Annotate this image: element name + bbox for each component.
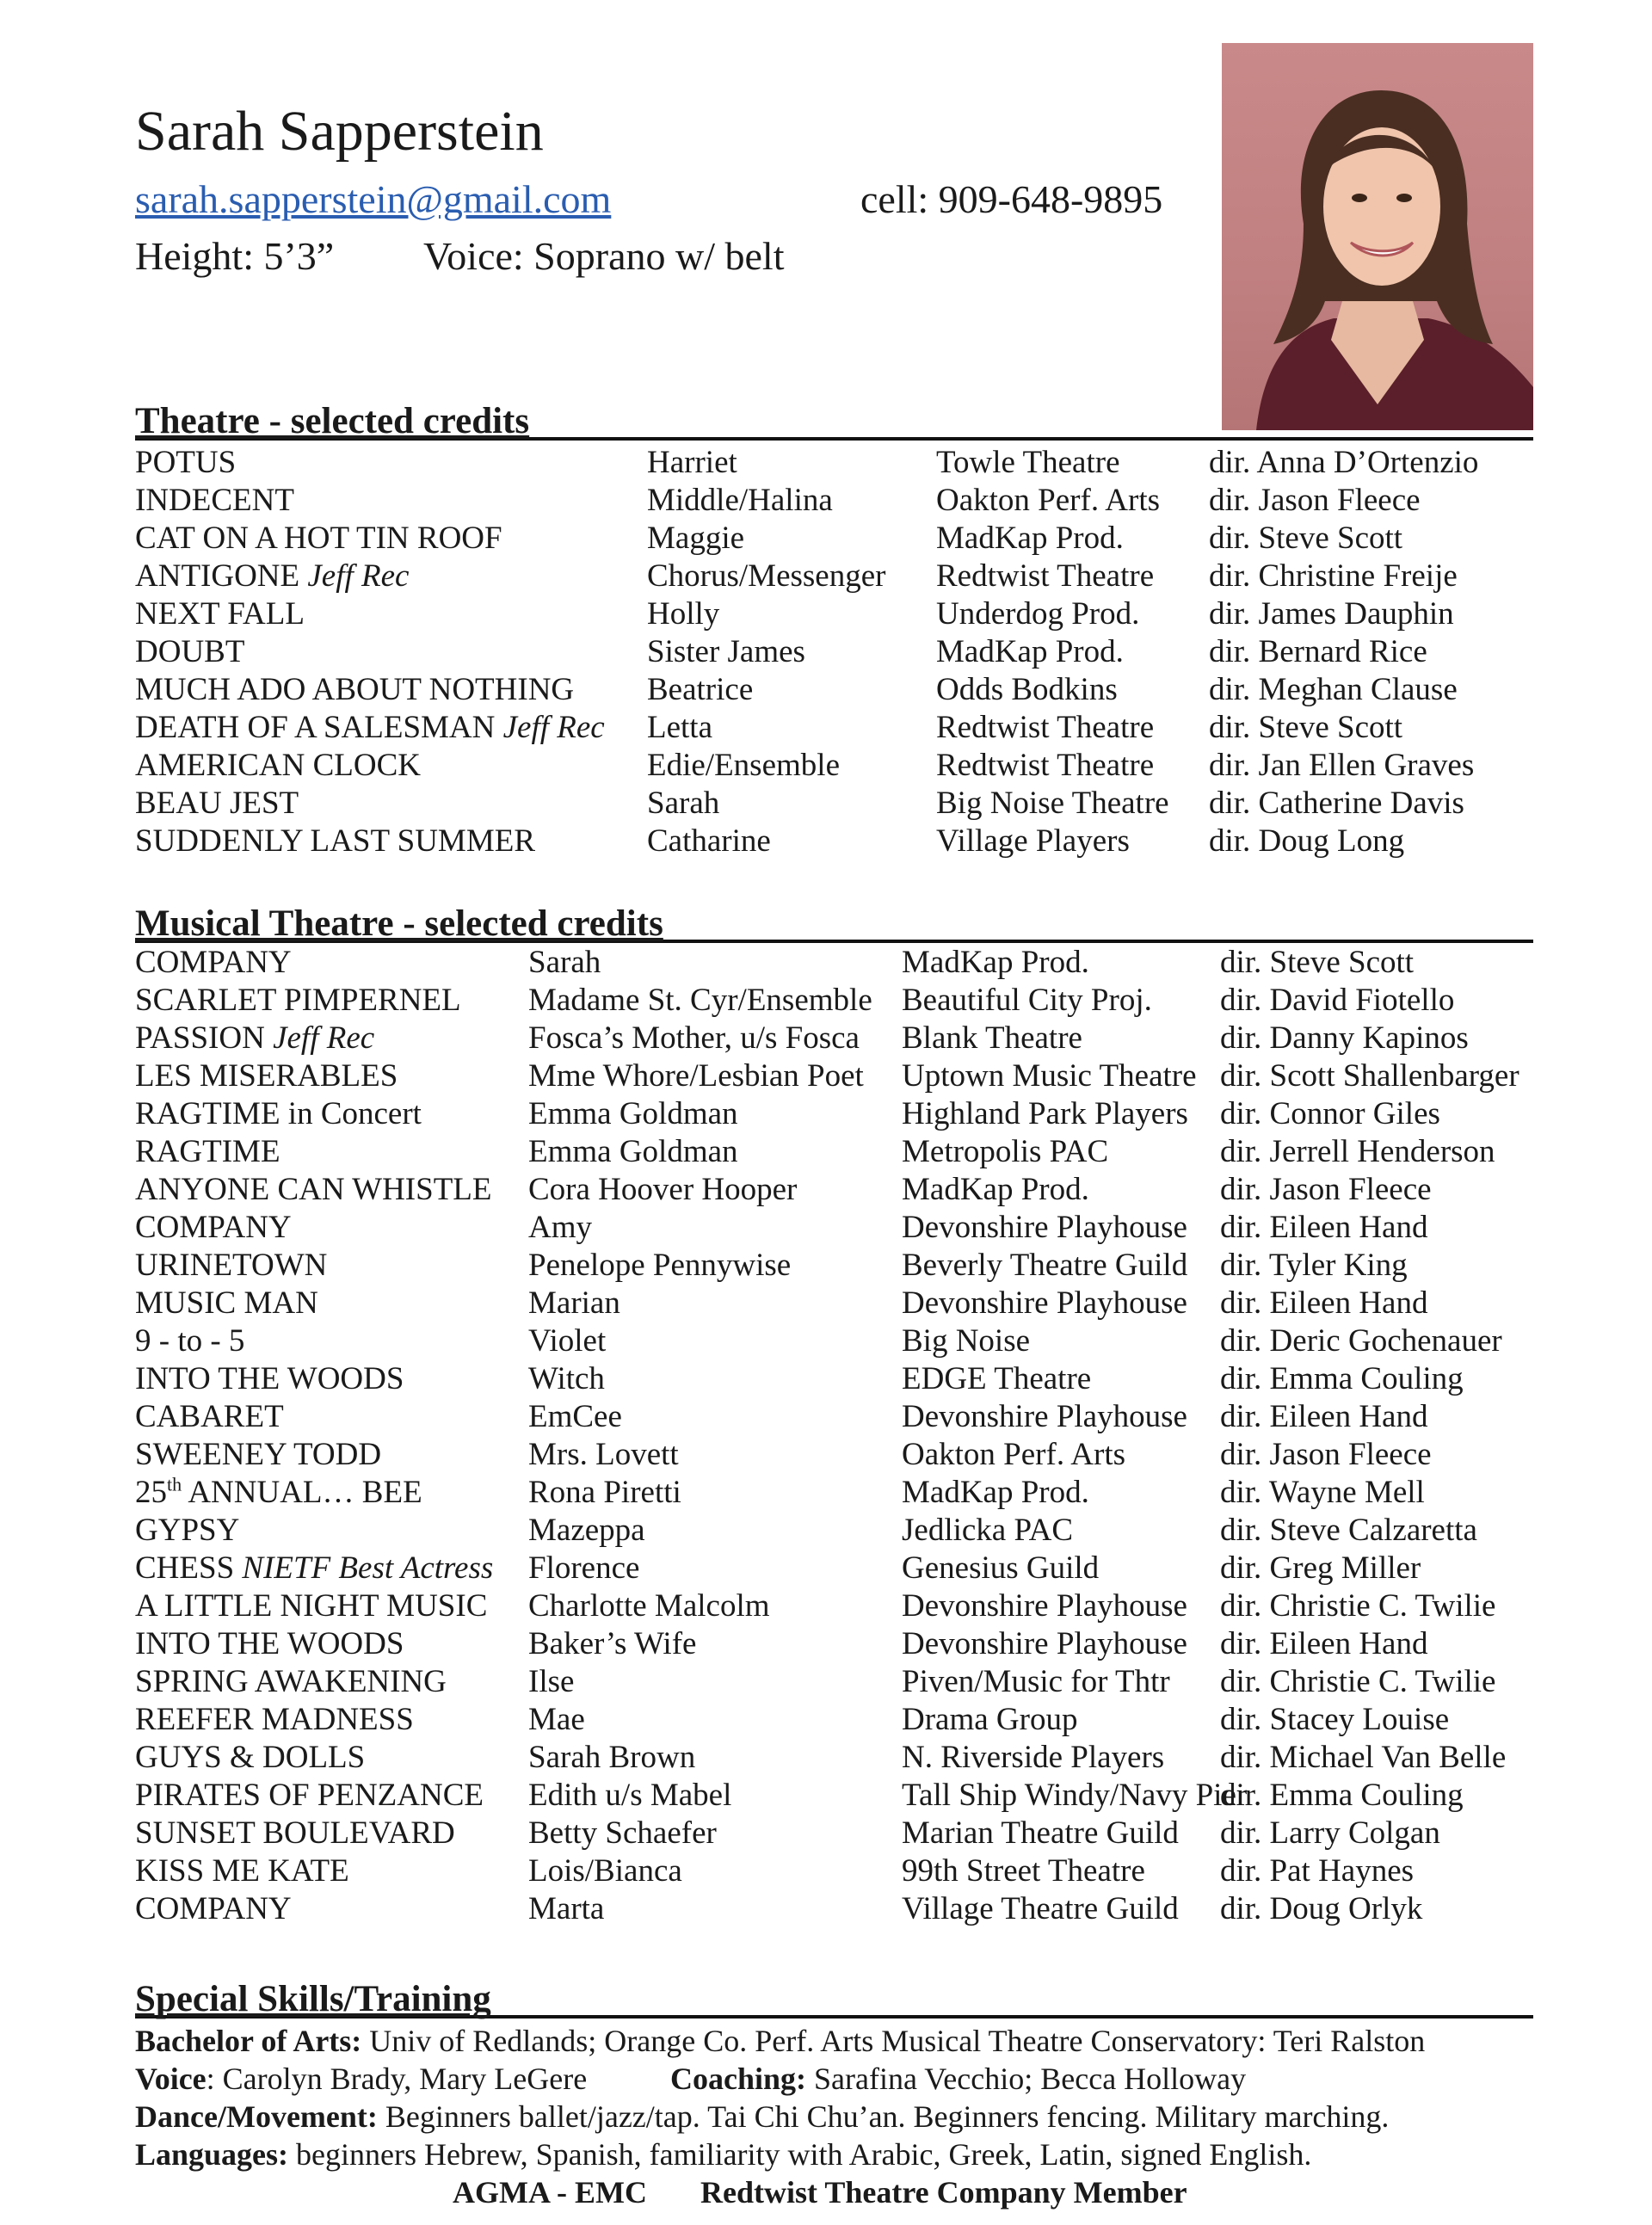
director-name: dir. Steve Scott: [1209, 521, 1403, 556]
show-title: NEXT FALL: [135, 596, 305, 632]
show-title: URINETOWN: [135, 1248, 328, 1283]
credit-row: [0, 1701, 1652, 1739]
venue-name: Village Theatre Guild: [902, 1891, 1179, 1926]
role-name: Middle/Halina: [647, 483, 833, 518]
credit-row: [0, 558, 1652, 595]
venue-name: EDGE Theatre: [902, 1361, 1092, 1396]
venue-name: Village Players: [936, 823, 1130, 859]
show-title: SWEENEY TODD: [135, 1437, 382, 1472]
role-name: Mae: [528, 1702, 585, 1737]
role-name: Edith u/s Mabel: [528, 1778, 732, 1813]
director-name: dir. Deric Gochenauer: [1220, 1323, 1502, 1359]
director-name: dir. Catherine Davis: [1209, 786, 1464, 821]
director-name: dir. Pat Haynes: [1220, 1853, 1415, 1889]
director-name: dir. Christie C. Twilie: [1220, 1664, 1496, 1699]
headshot-photo: [1222, 43, 1533, 430]
role-name: Lois/Bianca: [528, 1853, 682, 1889]
company-membership: Redtwist Theatre Company Member: [700, 2175, 1187, 2210]
credit-row: [0, 785, 1652, 823]
role-name: Mrs. Lovett: [528, 1437, 679, 1472]
credit-row: [0, 1247, 1652, 1285]
director-name: dir. Jason Fleece: [1209, 483, 1421, 518]
role-name: Chorus/Messenger: [647, 558, 886, 594]
venue-name: Genesius Guild: [902, 1550, 1100, 1586]
credit-row: [0, 1209, 1652, 1247]
director-name: dir. Danny Kapinos: [1220, 1020, 1469, 1056]
show-title: GUYS & DOLLS: [135, 1740, 366, 1775]
venue-name: Oakton Perf. Arts: [902, 1437, 1125, 1472]
credit-row: [0, 1587, 1652, 1625]
venue-name: Marian Theatre Guild: [902, 1815, 1179, 1851]
cell-phone: cell: 909-648-9895: [860, 177, 1163, 221]
show-title: COMPANY: [135, 945, 292, 980]
director-name: dir. Steve Calzaretta: [1220, 1513, 1477, 1548]
venue-name: MadKap Prod.: [902, 1172, 1089, 1207]
venue-name: Highland Park Players: [902, 1096, 1188, 1131]
credit-row: [0, 1095, 1652, 1133]
musical-section-heading: [135, 900, 1533, 943]
role-name: Violet: [528, 1323, 607, 1359]
show-title: KISS ME KATE: [135, 1853, 349, 1889]
director-name: dir. Scott Shallenbarger: [1220, 1058, 1519, 1094]
credit-row: [0, 1474, 1652, 1512]
venue-name: Underdog Prod.: [936, 596, 1140, 632]
show-title: INTO THE WOODS: [135, 1626, 404, 1661]
bachelor-line: [135, 2022, 1425, 2060]
credit-row: [0, 1739, 1652, 1777]
show-title: DEATH OF A SALESMAN Jeff Rec: [135, 710, 605, 745]
show-title: AMERICAN CLOCK: [135, 748, 421, 783]
voice-info: Voice: Soprano w/ belt: [423, 234, 785, 278]
director-name: dir. Jan Ellen Graves: [1209, 748, 1475, 783]
email-link[interactable]: sarah.sapperstein@gmail.com: [135, 177, 612, 221]
role-name: Charlotte Malcolm: [528, 1588, 770, 1624]
director-name: dir. Christine Freije: [1209, 558, 1458, 594]
dance-text: Beginners ballet/jazz/tap. Tai Chi Chu’an. Beginners fencing. Military marching.: [377, 2099, 1390, 2134]
show-title: RAGTIME: [135, 1134, 280, 1169]
venue-name: Beautiful City Proj.: [902, 983, 1152, 1018]
role-name: Marta: [528, 1891, 605, 1926]
credit-row: [0, 1550, 1652, 1587]
credit-row: [0, 1171, 1652, 1209]
director-name: dir. Greg Miller: [1220, 1550, 1421, 1586]
show-title: PASSION Jeff Rec: [135, 1020, 375, 1056]
venue-name: Towle Theatre: [936, 445, 1120, 480]
credit-row: [0, 633, 1652, 671]
credit-row: [0, 709, 1652, 747]
languages-line: [135, 2136, 1311, 2173]
director-name: dir. James Dauphin: [1209, 596, 1454, 632]
show-title: SPRING AWAKENING: [135, 1664, 447, 1699]
director-name: dir. Larry Colgan: [1220, 1815, 1440, 1851]
credit-row: [0, 482, 1652, 520]
role-name: Emma Goldman: [528, 1096, 738, 1131]
bachelor-label: Bachelor of Arts:: [135, 2024, 362, 2058]
role-name: Sarah Brown: [528, 1740, 696, 1775]
role-name: Harriet: [647, 445, 737, 480]
director-name: dir. Emma Couling: [1220, 1361, 1464, 1396]
credit-row: [0, 982, 1652, 1020]
director-name: dir. Eileen Hand: [1220, 1399, 1428, 1434]
director-name: dir. Doug Long: [1209, 823, 1405, 859]
languages-text: beginners Hebrew, Spanish, familiarity with Arabic, Greek, Latin, signed English.: [288, 2137, 1312, 2172]
credit-row: [0, 1057, 1652, 1095]
show-title: INTO THE WOODS: [135, 1361, 404, 1396]
credit-row: [0, 595, 1652, 633]
venue-name: Odds Bodkins: [936, 672, 1118, 707]
credit-row: [0, 1020, 1652, 1057]
director-name: dir. Doug Orlyk: [1220, 1891, 1423, 1926]
role-name: Edie/Ensemble: [647, 748, 840, 783]
actor-name: Sarah Sapperstein: [135, 100, 544, 163]
languages-label: Languages:: [135, 2137, 289, 2172]
role-name: Ilse: [528, 1664, 575, 1699]
director-name: dir. Eileen Hand: [1220, 1626, 1428, 1661]
credit-row: [0, 1360, 1652, 1398]
venue-name: Big Noise: [902, 1323, 1031, 1359]
venue-name: Oakton Perf. Arts: [936, 483, 1160, 518]
credit-row: [0, 1625, 1652, 1663]
credit-row: [0, 1815, 1652, 1852]
director-name: dir. Christie C. Twilie: [1220, 1588, 1496, 1624]
venue-name: Metropolis PAC: [902, 1134, 1109, 1169]
director-name: dir. Meghan Clause: [1209, 672, 1458, 707]
award-note: Jeff Rec: [307, 558, 410, 594]
venue-name: Drama Group: [902, 1702, 1078, 1737]
director-name: dir. Jerrell Henderson: [1220, 1134, 1495, 1169]
credit-row: [0, 1512, 1652, 1550]
role-name: EmCee: [528, 1399, 622, 1434]
show-title: DOUBT: [135, 634, 245, 669]
credit-row: [0, 1285, 1652, 1322]
coaching-label: Coaching:: [670, 2062, 807, 2096]
venue-name: Big Noise Theatre: [936, 786, 1169, 821]
show-title: PIRATES OF PENZANCE: [135, 1778, 484, 1813]
role-name: Penelope Pennywise: [528, 1248, 792, 1283]
dance-line: [135, 2098, 1389, 2136]
venue-name: MadKap Prod.: [902, 1475, 1089, 1510]
credit-row: [0, 1398, 1652, 1436]
director-name: dir. Michael Van Belle: [1220, 1740, 1507, 1775]
show-title: RAGTIME in Concert: [135, 1096, 422, 1131]
show-title: 9 - to - 5: [135, 1323, 245, 1359]
role-name: Emma Goldman: [528, 1134, 738, 1169]
award-note: NIETF Best Actress: [242, 1550, 494, 1586]
role-name: Mazeppa: [528, 1513, 645, 1548]
role-name: Cora Hoover Hooper: [528, 1172, 798, 1207]
show-title: SCARLET PIMPERNEL: [135, 983, 461, 1018]
venue-name: Redtwist Theatre: [936, 710, 1155, 745]
role-name: Maggie: [647, 521, 745, 556]
director-name: dir. Steve Scott: [1209, 710, 1403, 745]
show-title: ANYONE CAN WHISTLE: [135, 1172, 492, 1207]
role-name: Sister James: [647, 634, 805, 669]
venue-name: Devonshire Playhouse: [902, 1399, 1187, 1434]
director-name: dir. Tyler King: [1220, 1248, 1408, 1283]
director-name: dir. Jason Fleece: [1220, 1437, 1432, 1472]
theatre-heading-text: Theatre - selected credits: [135, 401, 530, 441]
credit-row: [0, 944, 1652, 982]
role-name: Madame St. Cyr/Ensemble: [528, 983, 872, 1018]
role-name: Amy: [528, 1210, 592, 1245]
show-title: REEFER MADNESS: [135, 1702, 414, 1737]
credit-row: [0, 1890, 1652, 1928]
show-title: BEAU JEST: [135, 786, 299, 821]
musical-heading-text: Musical Theatre - selected credits: [135, 903, 663, 944]
role-name: Sarah: [647, 786, 720, 821]
credit-row: [0, 1436, 1652, 1474]
show-title: POTUS: [135, 445, 237, 480]
venue-name: MadKap Prod.: [902, 945, 1089, 980]
director-name: dir. Wayne Mell: [1220, 1475, 1425, 1510]
coaching-group: [670, 2060, 1246, 2098]
role-name: Holly: [647, 596, 720, 632]
coaching-text: Sarafina Vecchio; Becca Holloway: [806, 2062, 1247, 2096]
venue-name: Jedlicka PAC: [902, 1513, 1074, 1548]
skills-heading-text: Special Skills/Training: [135, 1979, 491, 2019]
venue-name: Devonshire Playhouse: [902, 1626, 1187, 1661]
show-title: LES MISERABLES: [135, 1058, 398, 1094]
director-name: dir. Jason Fleece: [1220, 1172, 1432, 1207]
show-title: CABARET: [135, 1399, 284, 1434]
role-name: Florence: [528, 1550, 640, 1586]
director-name: dir. Stacey Louise: [1220, 1702, 1450, 1737]
venue-name: Redtwist Theatre: [936, 748, 1155, 783]
union-affiliation: AGMA - EMC: [453, 2175, 647, 2210]
credit-row: [0, 671, 1652, 709]
venue-name: Redtwist Theatre: [936, 558, 1155, 594]
venue-name: Devonshire Playhouse: [902, 1588, 1187, 1624]
venue-name: Tall Ship Windy/Navy Pier: [902, 1778, 1248, 1813]
voice-teachers: : Carolyn Brady, Mary LeGere: [206, 2062, 588, 2096]
role-name: Rona Piretti: [528, 1475, 681, 1510]
venue-name: Devonshire Playhouse: [902, 1285, 1187, 1321]
show-title: SUDDENLY LAST SUMMER: [135, 823, 536, 859]
credit-row: [0, 1852, 1652, 1890]
venue-name: Devonshire Playhouse: [902, 1210, 1187, 1245]
director-name: dir. Emma Couling: [1220, 1778, 1464, 1813]
director-name: dir. David Fiotello: [1220, 983, 1455, 1018]
credit-row: [0, 520, 1652, 558]
show-title: CAT ON A HOT TIN ROOF: [135, 521, 502, 556]
role-name: Fosca’s Mother, u/s Fosca: [528, 1020, 860, 1056]
award-note: Jeff Rec: [502, 710, 605, 745]
theatre-section-heading: [135, 398, 1533, 441]
credit-row: [0, 747, 1652, 785]
show-title: COMPANY: [135, 1891, 292, 1926]
role-name: Sarah: [528, 945, 601, 980]
role-name: Marian: [528, 1285, 620, 1321]
show-title: ANTIGONE Jeff Rec: [135, 558, 410, 594]
award-note: Jeff Rec: [273, 1020, 375, 1056]
role-name: Mme Whore/Lesbian Poet: [528, 1058, 864, 1094]
credit-row: [0, 823, 1652, 860]
role-name: Witch: [528, 1361, 605, 1396]
show-title: A LITTLE NIGHT MUSIC: [135, 1588, 488, 1624]
venue-name: Piven/Music for Thtr: [902, 1664, 1170, 1699]
director-name: dir. Steve Scott: [1220, 945, 1415, 980]
credit-row: [0, 444, 1652, 482]
venue-name: Blank Theatre: [902, 1020, 1082, 1056]
show-title: MUCH ADO ABOUT NOTHING: [135, 672, 575, 707]
show-title: CHESS NIETF Best Actress: [135, 1550, 494, 1586]
venue-name: MadKap Prod.: [936, 634, 1124, 669]
show-title: SUNSET BOULEVARD: [135, 1815, 455, 1851]
venue-name: Beverly Theatre Guild: [902, 1248, 1188, 1283]
voice-coaching-line: [135, 2060, 1598, 2098]
venue-name: MadKap Prod.: [936, 521, 1124, 556]
role-name: Catharine: [647, 823, 771, 859]
role-name: Baker’s Wife: [528, 1626, 697, 1661]
credit-row: [0, 1663, 1652, 1701]
show-title: GYPSY: [135, 1513, 240, 1548]
venue-name: Uptown Music Theatre: [902, 1058, 1197, 1094]
director-name: dir. Connor Giles: [1220, 1096, 1440, 1131]
director-name: dir. Eileen Hand: [1220, 1210, 1428, 1245]
director-name: dir. Bernard Rice: [1209, 634, 1427, 669]
director-name: dir. Anna D’Ortenzio: [1209, 445, 1479, 480]
credit-row: [0, 1322, 1652, 1360]
height-info: Height: 5’3”: [135, 234, 335, 278]
venue-name: 99th Street Theatre: [902, 1853, 1145, 1889]
dance-label: Dance/Movement:: [135, 2099, 378, 2134]
show-title: 25th ANNUAL… BEE: [135, 1473, 422, 1510]
show-title: INDECENT: [135, 483, 294, 518]
role-name: Betty Schaefer: [528, 1815, 717, 1851]
role-name: Letta: [647, 710, 713, 745]
show-title: MUSIC MAN: [135, 1285, 318, 1321]
director-name: dir. Eileen Hand: [1220, 1285, 1428, 1321]
skills-section-heading: [135, 1975, 1533, 2019]
voice-label: Voice: [135, 2062, 206, 2096]
show-title: COMPANY: [135, 1210, 292, 1245]
venue-name: N. Riverside Players: [902, 1740, 1165, 1775]
role-name: Beatrice: [647, 672, 754, 707]
credit-row: [0, 1133, 1652, 1171]
credit-row: [0, 1777, 1652, 1815]
bachelor-text: Univ of Redlands; Orange Co. Perf. Arts Musical Theatre Conservatory: Teri Ralston: [361, 2024, 1426, 2058]
